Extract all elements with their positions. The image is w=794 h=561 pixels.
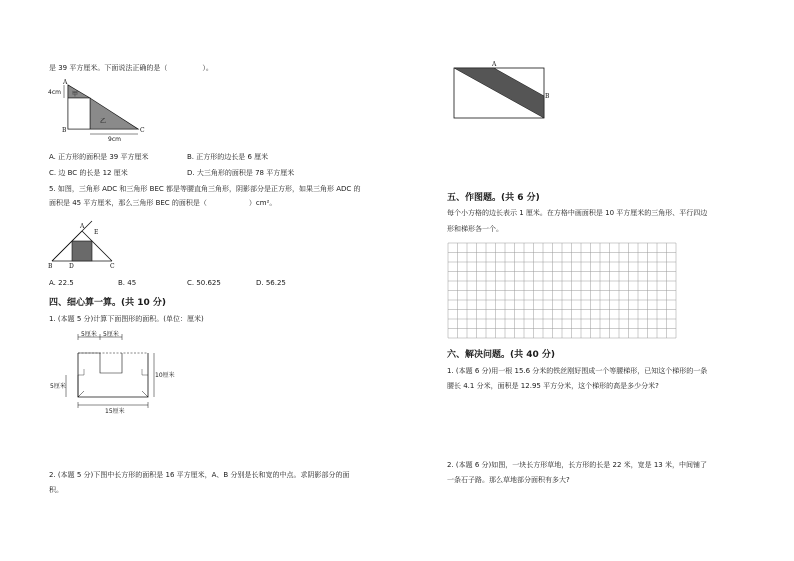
section6-title: 六、解决问题。(共 40 分) xyxy=(447,350,556,360)
s6-q2-line2: 一条石子路。那么草地部分面积有多大? xyxy=(447,476,570,484)
q5-text-line1: 5. 如图，三角形 ADC 和三角形 BEC 都是等腰直角三角形，阴影部分是正方形，如果三角形 ADC 的 xyxy=(49,185,361,193)
fig2-label-e: E xyxy=(94,229,99,236)
section5-title: 五、作图题。(共 6 分) xyxy=(447,193,540,203)
fig3-label-top1: 5厘米 xyxy=(81,331,97,338)
fig3-label-right: 10厘米 xyxy=(155,372,175,379)
q5-option-b: B. 45 xyxy=(118,279,137,287)
fig1-label-jia: 甲 xyxy=(72,91,79,98)
fig2-label-a: A xyxy=(80,223,85,230)
q5-option-d: D. 56.25 xyxy=(256,279,286,287)
s4-q2-line1: 2. (本题 5 分)下图中长方形的面积是 16 平方厘米，A、B 分别是长和宽的中点。求阴影部分的面 xyxy=(49,471,350,479)
q4-option-b: B. 正方形的边长是 6 厘米 xyxy=(187,153,269,161)
q5-option-a: A. 22.5 xyxy=(49,279,74,287)
fig2-label-c: C xyxy=(110,263,115,270)
q4-question-tail: 是 39 平方厘米。下面说法正确的是（ ）。 xyxy=(49,64,213,72)
rectangle-shaded-band-figure xyxy=(452,60,552,122)
fig1-label-4cm: 4cm xyxy=(48,89,61,96)
fig1-label-yi: 乙 xyxy=(100,118,107,125)
fig4-label-b: B xyxy=(545,93,550,100)
q4-option-c: C. 边 BC 的长是 12 厘米 xyxy=(49,169,128,177)
s5-text-line1: 每个小方格的边长表示 1 厘米。在方格中画面积是 10 平方厘米的三角形、平行四边 xyxy=(447,209,708,217)
fig2-label-b: B xyxy=(48,263,53,270)
q4-option-d: D. 大三角形的面积是 78 平方厘米 xyxy=(187,169,295,177)
fig1-label-a: A xyxy=(63,79,68,86)
fig3-label-top2: 5厘米 xyxy=(103,331,119,338)
fig3-label-bottom: 15厘米 xyxy=(105,408,125,415)
triangle-square-figure xyxy=(48,80,148,142)
s5-text-line2: 形和梯形各一个。 xyxy=(447,225,503,233)
square-grid[interactable] xyxy=(447,242,697,338)
q5-option-c: C. 50.625 xyxy=(187,279,221,287)
composite-shape-figure xyxy=(50,327,180,417)
s6-q1-line2: 腰长 4.1 分米，面积是 12.95 平方分米，这个梯形的高是多少分米? xyxy=(447,382,659,390)
q5-text-line2: 面积是 45 平方厘米，那么三角形 BEC 的面积是（ ）cm²。 xyxy=(49,199,277,207)
fig3-label-left: 5厘米 xyxy=(50,383,66,390)
nested-triangles-figure xyxy=(48,212,120,270)
fig4-label-a: A xyxy=(492,61,497,68)
fig1-label-b: B xyxy=(62,127,67,134)
fig1-label-c: C xyxy=(140,127,145,134)
s4-q1-text: 1. (本题 5 分)计算下面图形的面积。(单位：厘米) xyxy=(49,315,204,323)
s4-q2-line2: 积。 xyxy=(49,486,63,494)
fig2-label-d: D xyxy=(69,263,74,270)
fig1-label-9cm: 9cm xyxy=(108,136,121,143)
q4-option-a: A. 正方形的面积是 39 平方厘米 xyxy=(49,153,149,161)
s6-q2-line1: 2. (本题 6 分)如图，一块长方形草地，长方形的长是 22 米，宽是 13 米，中间铺了 xyxy=(447,461,707,469)
s6-q1-line1: 1. (本题 6 分)用一根 15.6 分米的铁丝刚好围成一个等腰梯形，已知这个梯形的一条 xyxy=(447,367,708,375)
section4-title: 四、细心算一算。(共 10 分) xyxy=(49,298,167,308)
